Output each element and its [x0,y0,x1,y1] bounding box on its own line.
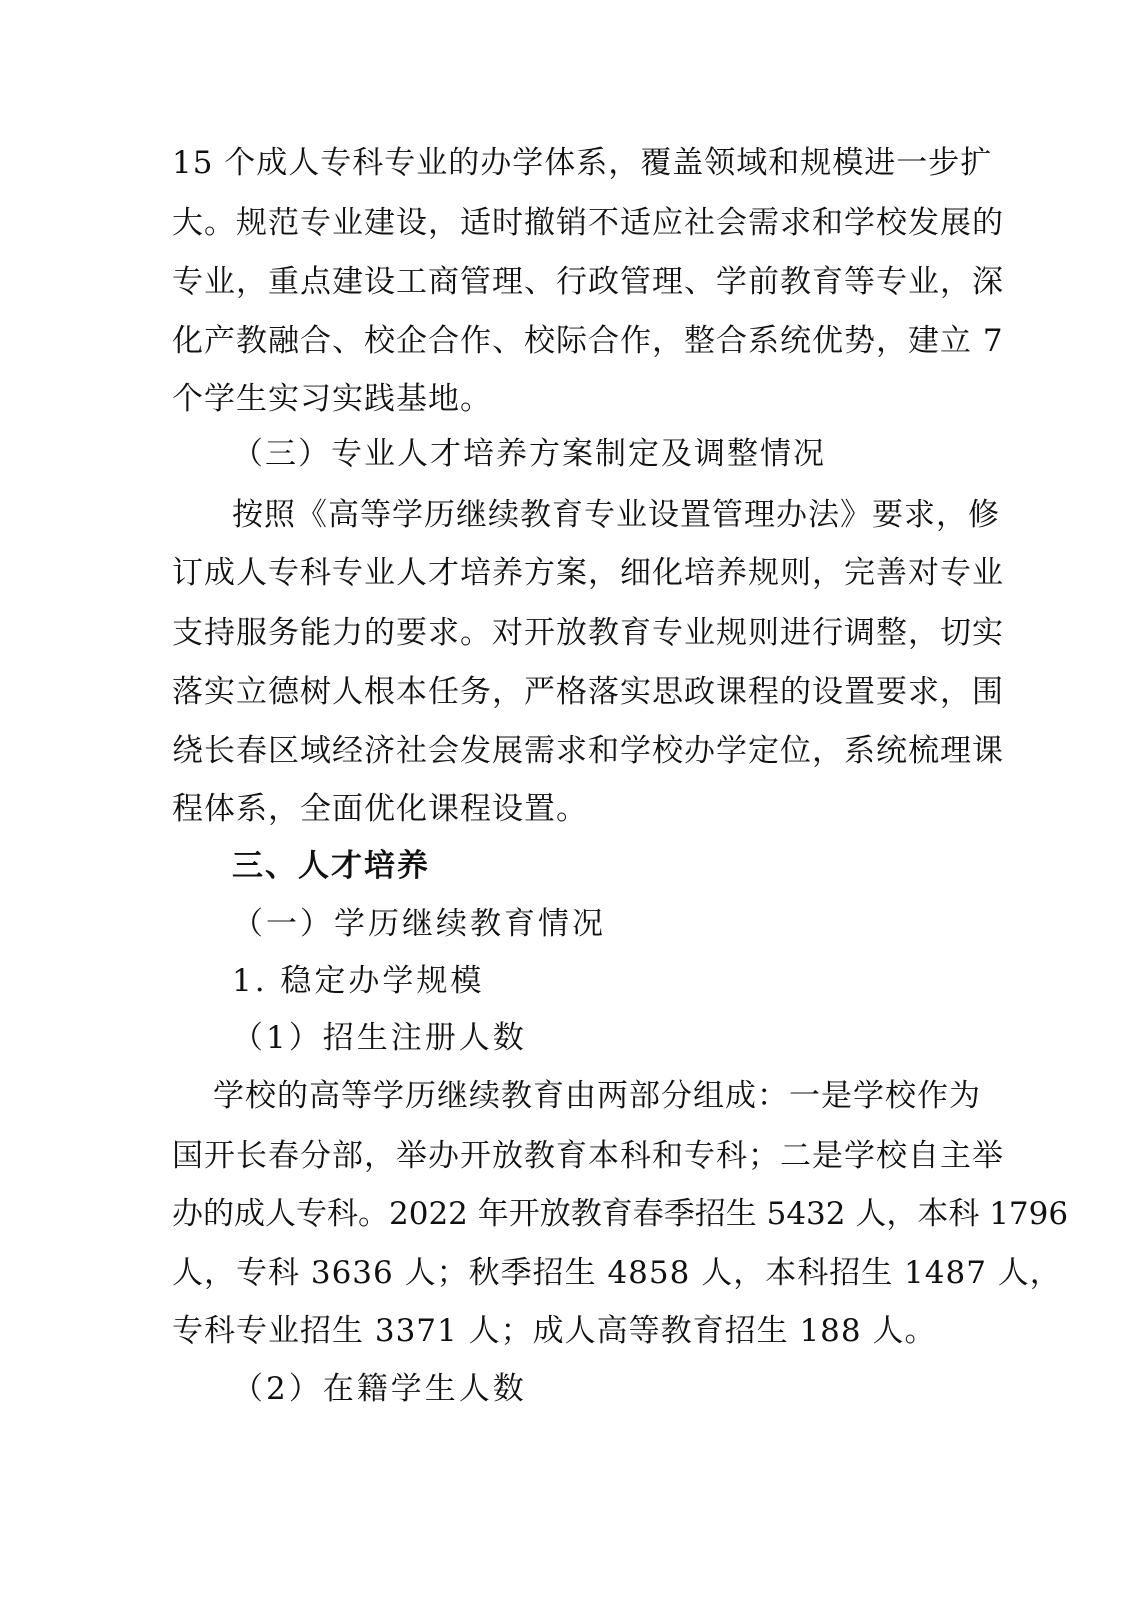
paragraph-line: 落实立德树人根本任务，严格落实思政课程的设置要求，围 [172,674,1004,710]
paragraph-line: 订成人专科专业人才培养方案，细化培养规则，完善对专业 [172,555,1004,591]
paragraph-line: 专业，重点建设工商管理、行政管理、学前教育等专业，深 [172,264,1004,300]
paragraph-line: 15 个成人专科专业的办学体系，覆盖领域和规模进一步扩 [172,145,993,181]
paragraph-line: 办的成人专科。2022 年开放教育春季招生 5432 人，本科 1796 [172,1196,1069,1232]
item-subheading: （1）招生注册人数 [232,1020,527,1056]
paragraph-line: 化产教融合、校企合作、校际合作，整合系统优势，建立 7 [172,323,1004,359]
item-subheading: （2）在籍学生人数 [232,1371,527,1407]
paragraph-line: 大。规范专业建设，适时撤销不适应社会需求和学校发展的 [172,205,1004,241]
paragraph-line: 个学生实习实践基地。 [172,381,492,417]
item-heading: 1. 稳定办学规模 [232,963,485,999]
paragraph-line: 学校的高等学历继续教育由两部分组成：一是学校作为 [213,1078,981,1114]
paragraph-line: 人，专科 3636 人；秋季招生 4858 人，本科招生 1487 人， [172,1255,1062,1291]
paragraph-line: 绕长春区域经济社会发展需求和学校办学定位，系统梳理课 [172,733,1004,769]
subsection-heading: （三）专业人才培养方案制定及调整情况 [232,436,826,472]
section-title: 三、人才培养 [232,848,430,884]
paragraph-line: 程体系，全面优化课程设置。 [172,791,588,827]
paragraph-line: 按照《高等学历继续教育专业设置管理办法》要求，修 [232,497,1000,533]
subsection-heading: （一）学历继续教育情况 [232,906,606,942]
paragraph-line: 国开长春分部，举办开放教育本科和专科；二是学校自主举 [172,1138,1004,1174]
paragraph-line: 支持服务能力的要求。对开放教育专业规则进行调整，切实 [172,615,1004,651]
paragraph-line: 专科专业招生 3371 人；成人高等教育招生 188 人。 [172,1313,937,1349]
